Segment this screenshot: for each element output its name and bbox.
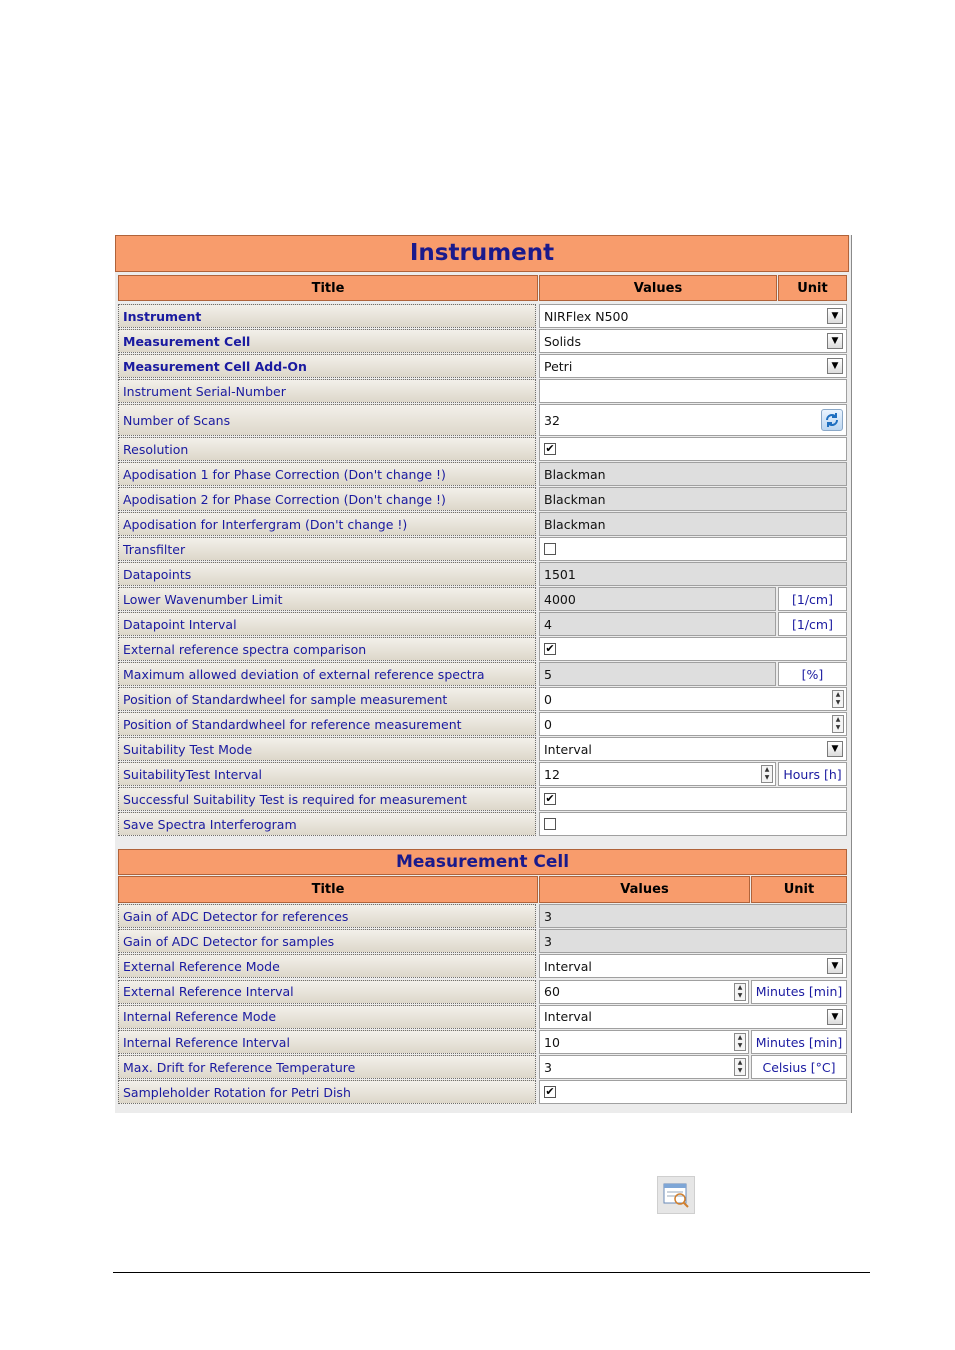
- row-title: Suitability Test Mode: [118, 737, 536, 761]
- refresh-icon[interactable]: [821, 409, 843, 431]
- row-dropdown[interactable]: [539, 354, 847, 378]
- table-row: [118, 954, 847, 978]
- row-unit: [1/cm]: [778, 612, 847, 636]
- table-row: [118, 787, 847, 811]
- preview-icon[interactable]: [657, 1176, 695, 1214]
- row-value: NIRFlex N500: [544, 308, 629, 324]
- row-value: Interval: [544, 1009, 592, 1025]
- row-value: 3: [544, 908, 552, 924]
- row-title: Internal Reference Interval: [118, 1030, 536, 1054]
- row-value: 32: [544, 412, 560, 428]
- row-input[interactable]: [539, 404, 847, 436]
- spinner-arrows-icon[interactable]: ▲ ▼: [832, 690, 844, 708]
- row-spinner[interactable]: [539, 1030, 749, 1054]
- table-row: [118, 512, 847, 536]
- table-row: [118, 612, 847, 636]
- row-spinner[interactable]: [539, 1055, 749, 1079]
- row-title: Instrument Serial-Number: [118, 379, 536, 403]
- checkmark-icon[interactable]: ✔: [545, 642, 555, 655]
- row-value: 60: [544, 984, 560, 1000]
- row-title: Gain of ADC Detector for samples: [118, 929, 536, 953]
- row-dropdown[interactable]: [539, 737, 847, 761]
- table-row: [118, 354, 847, 378]
- row-readonly-value: [539, 612, 776, 636]
- checkmark-icon[interactable]: ✔: [545, 1085, 555, 1099]
- table-row: [118, 587, 847, 611]
- measurement-cell-section-title: Measurement Cell: [118, 849, 847, 875]
- table-row: [118, 404, 847, 436]
- row-title: Measurement Cell Add-On: [118, 354, 536, 378]
- measurement-header-values: Values: [539, 876, 750, 903]
- checkmark-icon[interactable]: ✔: [545, 792, 555, 805]
- checkbox-empty-icon[interactable]: [544, 818, 556, 830]
- row-title: Maximum allowed deviation of external reference spectra: [118, 662, 536, 686]
- row-title: Max. Drift for Reference Temperature: [118, 1055, 536, 1079]
- row-value: 4: [544, 616, 552, 632]
- row-value: 5: [544, 666, 552, 682]
- row-checkbox[interactable]: [539, 787, 847, 811]
- row-unit: Minutes [min]: [751, 1030, 847, 1054]
- row-dropdown[interactable]: [539, 304, 847, 328]
- row-dropdown[interactable]: [539, 1005, 847, 1029]
- row-title: Number of Scans: [118, 404, 536, 436]
- instrument-header-title: Title: [118, 275, 538, 301]
- measurement-header-unit: Unit: [751, 876, 847, 903]
- row-title: Sampleholder Rotation for Petri Dish: [118, 1080, 536, 1104]
- settings-panel: [115, 235, 852, 1113]
- row-title: Internal Reference Mode: [118, 1005, 536, 1029]
- checkbox-empty-icon[interactable]: [544, 543, 556, 555]
- row-checkbox[interactable]: [539, 437, 847, 461]
- row-readonly-value: [539, 662, 776, 686]
- row-title: External Reference Interval: [118, 980, 536, 1004]
- table-row: [118, 929, 847, 953]
- row-value: 3: [544, 933, 552, 949]
- table-row: [118, 562, 847, 586]
- table-row: [118, 1055, 847, 1079]
- row-value: Blackman: [544, 491, 606, 507]
- row-readonly-value: [539, 587, 776, 611]
- spinner-arrows-icon[interactable]: ▲ ▼: [734, 983, 746, 1001]
- table-row: [118, 1005, 847, 1029]
- row-value: 3: [544, 1059, 552, 1075]
- table-row: [118, 662, 847, 686]
- row-title: Position of Standardwheel for sample measurement: [118, 687, 536, 711]
- row-unit: Hours [h]: [778, 762, 847, 786]
- row-spinner[interactable]: [539, 712, 847, 736]
- row-title: Save Spectra Interferogram: [118, 812, 536, 836]
- row-input[interactable]: [539, 379, 847, 403]
- table-row: [118, 687, 847, 711]
- checkmark-icon[interactable]: ✔: [545, 442, 555, 455]
- row-readonly-value: [539, 487, 847, 511]
- row-checkbox[interactable]: [539, 637, 847, 661]
- row-spinner[interactable]: [539, 762, 776, 786]
- row-dropdown[interactable]: [539, 954, 847, 978]
- table-row: [118, 304, 847, 328]
- row-unit: Minutes [min]: [751, 980, 847, 1004]
- row-title: Position of Standardwheel for reference measurement: [118, 712, 536, 736]
- table-row: [118, 1030, 847, 1054]
- row-title: Instrument: [118, 304, 536, 328]
- row-spinner[interactable]: [539, 980, 749, 1004]
- row-value: Blackman: [544, 516, 606, 532]
- row-title: Transfilter: [118, 537, 536, 561]
- table-row: [118, 712, 847, 736]
- row-dropdown[interactable]: [539, 329, 847, 353]
- table-row: [118, 329, 847, 353]
- row-value: Blackman: [544, 466, 606, 482]
- row-title: Resolution: [118, 437, 536, 461]
- row-readonly-value: [539, 462, 847, 486]
- row-value: 0: [544, 716, 552, 732]
- row-value: 10: [544, 1034, 560, 1050]
- table-row: [118, 437, 847, 461]
- row-unit: Celsius [°C]: [751, 1055, 847, 1079]
- row-title: Successful Suitability Test is required for measurement: [118, 787, 536, 811]
- row-value: 1501: [544, 566, 576, 582]
- chevron-down-icon[interactable]: ▼: [827, 333, 843, 349]
- row-title: Datapoints: [118, 562, 536, 586]
- instrument-header-unit: Unit: [778, 275, 847, 301]
- row-title: Measurement Cell: [118, 329, 536, 353]
- row-readonly-value: [539, 929, 847, 953]
- chevron-down-icon[interactable]: ▼: [827, 358, 843, 374]
- chevron-down-icon[interactable]: ▼: [827, 1009, 843, 1025]
- row-readonly-value: [539, 904, 847, 928]
- spinner-arrows-icon[interactable]: ▲ ▼: [734, 1033, 746, 1051]
- row-checkbox[interactable]: [539, 1080, 847, 1104]
- row-readonly-value: [539, 512, 847, 536]
- row-value: Interval: [544, 741, 592, 757]
- table-row: [118, 1080, 847, 1104]
- row-checkbox[interactable]: [539, 537, 847, 561]
- row-title: Datapoint Interval: [118, 612, 536, 636]
- row-title: SuitabilityTest Interval: [118, 762, 536, 786]
- table-row: [118, 462, 847, 486]
- spinner-arrows-icon[interactable]: ▲ ▼: [832, 715, 844, 733]
- table-row: [118, 379, 847, 403]
- row-spinner[interactable]: [539, 687, 847, 711]
- row-title: Apodisation for Interfergram (Don't change !): [118, 512, 536, 536]
- table-row: [118, 812, 847, 836]
- measurement-header-title: Title: [118, 876, 538, 903]
- table-row: [118, 637, 847, 661]
- instrument-header-values: Values: [539, 275, 777, 301]
- row-value: 0: [544, 691, 552, 707]
- chevron-down-icon[interactable]: ▼: [827, 958, 843, 974]
- row-title: Apodisation 1 for Phase Correction (Don't change !): [118, 462, 536, 486]
- row-title: Gain of ADC Detector for references: [118, 904, 536, 928]
- table-row: [118, 537, 847, 561]
- row-unit: [%]: [778, 662, 847, 686]
- table-row: [118, 904, 847, 928]
- row-value: 12: [544, 766, 560, 782]
- row-value: Solids: [544, 333, 581, 349]
- table-row: [118, 980, 847, 1004]
- row-title: External reference spectra comparison: [118, 637, 536, 661]
- spinner-arrows-icon[interactable]: ▲ ▼: [734, 1058, 746, 1076]
- row-checkbox[interactable]: [539, 812, 847, 836]
- footer-divider: [113, 1272, 870, 1273]
- row-unit: [1/cm]: [778, 587, 847, 611]
- table-row: [118, 737, 847, 761]
- row-title: External Reference Mode: [118, 954, 536, 978]
- row-title: Lower Wavenumber Limit: [118, 587, 536, 611]
- instrument-section-title: Instrument: [115, 235, 849, 272]
- table-row: [118, 762, 847, 786]
- row-value: 4000: [544, 591, 576, 607]
- spinner-arrows-icon[interactable]: ▲ ▼: [761, 765, 773, 783]
- chevron-down-icon[interactable]: ▼: [827, 308, 843, 324]
- row-value: Interval: [544, 958, 592, 974]
- row-readonly-value: [539, 562, 847, 586]
- chevron-down-icon[interactable]: ▼: [827, 741, 843, 757]
- row-title: Apodisation 2 for Phase Correction (Don't change !): [118, 487, 536, 511]
- row-value: Petri: [544, 358, 573, 374]
- table-row: [118, 487, 847, 511]
